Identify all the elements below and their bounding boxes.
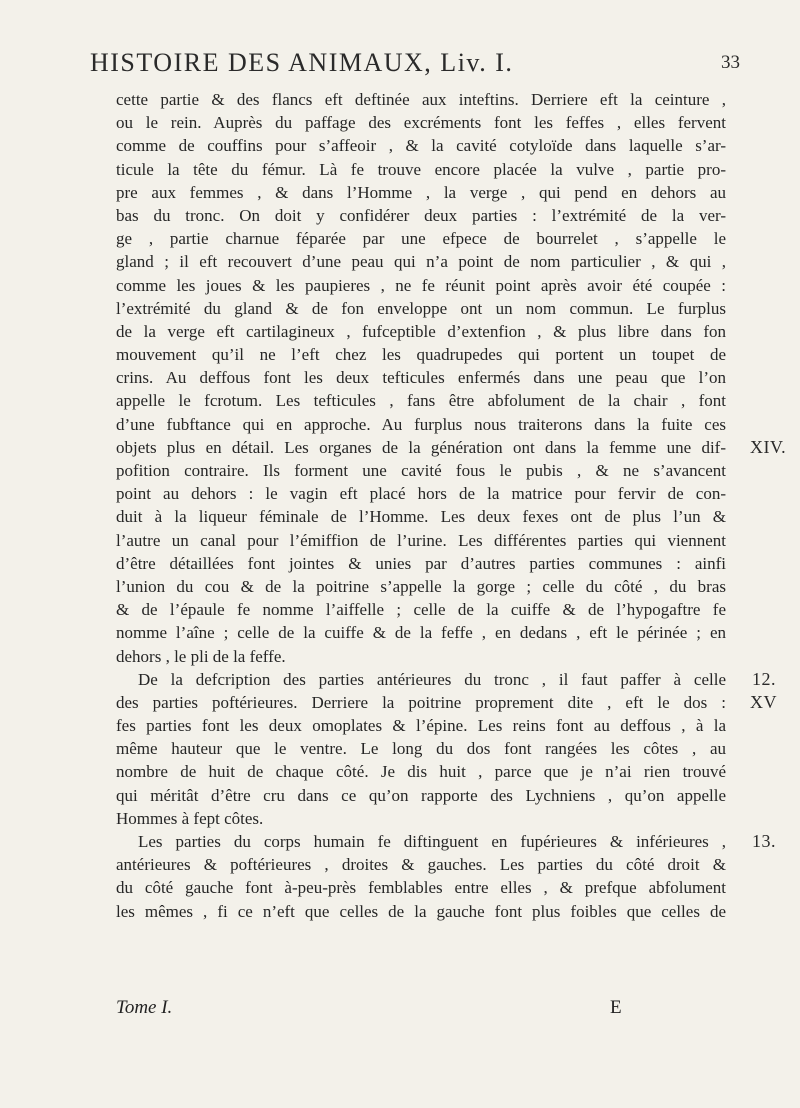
- text-line: nombre de huit de chaque côté. Je dis huit , parce que je n’ai rien trouvé: [116, 762, 726, 782]
- text-line: nomme l’aîne ; celle de la cuiffe & de la feffe , en dedans , eft le périnée ; en: [116, 623, 726, 643]
- text-line: qui méritât d’être cru dans ce qu’on rapporte des Lychniens , qu’on appelle: [116, 785, 726, 805]
- text-line: de la verge eft cartilagineux , fufceptible d’extenfion , & plus libre dans fon: [116, 321, 726, 341]
- signature-mark: E: [610, 997, 622, 1018]
- text-line: d’une fubftance qui en approche. Au furplus nous traiterons dans la fuite ces: [116, 414, 726, 434]
- text-line: l’extrémité du gland & de fon enveloppe ont un nom commun. Le furplus: [116, 298, 726, 318]
- page-number: 33: [721, 52, 740, 73]
- running-title: HISTOIRE DES ANIMAUX, Liv. I.: [90, 48, 514, 77]
- text-line: cette partie & des flancs eft deftinée aux inteftins. Derriere eft la ceinture ,: [116, 90, 726, 109]
- text-line: appelle le fcrotum. Les tefticules , fans être abfolument de la chair , font: [116, 391, 726, 411]
- margin-note: XIV.: [750, 437, 787, 457]
- text-line: dehors , le pli de la feffe.: [116, 646, 286, 666]
- running-header: [90, 48, 740, 78]
- text-line: pofition contraire. Ils forment une cavité fous le pubis , & ne s’avancent: [116, 461, 726, 480]
- volume-label: Tome I.: [116, 997, 173, 1018]
- margin-note: 13.: [752, 831, 776, 852]
- text-line: antérieures & poftérieures , droites & gauches. Les parties du côté droit &: [116, 855, 726, 875]
- text-line: des parties poftérieures. Derriere la poitrine proprement dite , eft le dos :: [116, 692, 726, 712]
- text-line: point au dehors : le vagin eft placé hors de la matrice pour fervir de con-: [116, 484, 726, 504]
- text-line: ge , partie charnue féparée par une efpece de bourrelet , s’appelle le: [116, 229, 726, 249]
- text-line: duit à la liqueur féminale de l’Homme. Les deux fexes ont de plus l’un &: [116, 507, 726, 527]
- text-line: les mêmes , fi ce n’eft que celles de la gauche font plus foibles que celles de: [116, 901, 726, 921]
- margin-note: 12.: [752, 669, 776, 689]
- text-line: l’autre un canal pour l’émiffion de l’urine. Les différentes parties qui viennent: [116, 530, 726, 550]
- text-line: comme les joues & les paupieres , ne fe réunit point après avoir été coupée :: [116, 275, 726, 295]
- text-line: même hauteur que le ventre. Le long du dos font rangées les côtes , au: [116, 739, 726, 759]
- text-line: l’union du cou & de la poitrine s’appelle la gorge ; celle du côté , du bras: [116, 576, 726, 596]
- text-line: objets plus en détail. Les organes de la génération ont dans la femme une dif-: [116, 437, 726, 457]
- text-line: Les parties du corps humain fe diftinguent en fupérieures & inférieures ,: [138, 832, 726, 851]
- text-line: fes parties font les deux omoplates & l’épine. Les reins font au deffous , à la: [116, 716, 726, 736]
- text-line: ticule la tête du fémur. Là fe trouve encore placée la vulve , partie pro-: [116, 159, 726, 179]
- page-footer: [116, 997, 726, 1023]
- text-line: crins. Au deffous font les deux tefticules enfermés dans une peau que l’on: [116, 368, 726, 388]
- margin-note: XV: [750, 692, 777, 713]
- text-line: du côté gauche font à-peu-près femblables entre elles , & prefque abfolument: [116, 878, 726, 898]
- text-line: pre aux femmes , & dans l’Homme , la verge , qui pend en dehors au: [116, 182, 726, 202]
- text-line: bas du tronc. On doit y confidérer deux parties : l’extrémité de la ver-: [116, 205, 726, 225]
- text-line: d’être détaillées font jointes & unies par d’autres parties communes : ainfi: [116, 553, 726, 573]
- text-line: mouvement qu’il ne l’eft chez les quadrupedes qui portent un toupet de: [116, 345, 726, 365]
- text-line: & de l’épaule fe nomme l’aiffelle ; celle de la cuiffe & de l’hypogaftre fe: [116, 600, 726, 620]
- text-line: ou le rein. Auprès du paffage des excréments font les feffes , elles fervent: [116, 113, 726, 133]
- text-line: Hommes à fept côtes.: [116, 808, 264, 828]
- text-line: comme de couffins pour s’affeoir , & la cavité cotyloïde dans laquelle s’ar-: [116, 136, 726, 156]
- text-line: De la defcription des parties antérieures du tronc , il faut paffer à celle: [138, 669, 726, 689]
- body-text: [116, 88, 726, 923]
- text-line: gland ; il eft recouvert d’une peau qui n’a point de nom particulier , & qui ,: [116, 252, 726, 272]
